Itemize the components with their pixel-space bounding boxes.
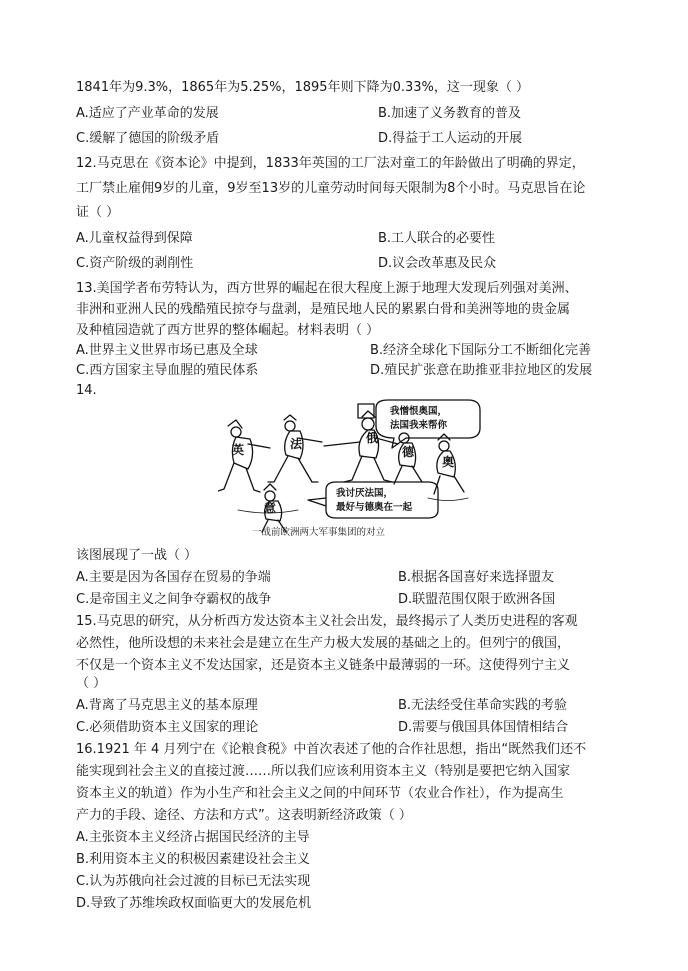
q13-line-3: 及种植园造就了西方世界的整体崛起。材料表明（ ） xyxy=(76,323,380,338)
q13-line-2: 非洲和亚洲人民的残酷殖民掠夺与盘剥，是殖民地人民的累累白骨和美洲等地的贵金属 xyxy=(76,302,571,317)
q12-line-2: 工厂禁止雇佣9岁的儿童，9岁至13岁的儿童劳动时间每天限制为8个小时。马克思旨在论 xyxy=(76,181,586,196)
q14-stem: 该图展现了一战（ ） xyxy=(76,548,198,563)
label-de: 德 xyxy=(402,445,415,459)
q15-option-c: C.必须借助资本主义国家的理论 xyxy=(76,720,259,735)
q16-option-d: D.导致了苏维埃政权面临更大的发展危机 xyxy=(76,896,312,911)
figure-caption: 一战前欧洲两大军事集团的对立 xyxy=(252,527,386,538)
q13-line-1: 13.美国学者布劳特认为，西方世界的崛起在很大程度上源于地理大发现后列强对美洲、 xyxy=(76,281,578,296)
bubble-bottom-line-2: 最好与德奥在一起 xyxy=(336,502,413,513)
q16-line-4: 产力的手段、途径、方法和方式”。这表明新经济政策（ ） xyxy=(76,808,412,823)
q11-option-d: D.得益于工人运动的开展 xyxy=(378,131,523,146)
q12-option-d: D.议会改革惠及民众 xyxy=(378,256,497,271)
label-e: 俄 xyxy=(366,431,379,445)
q11-stem: 1841年为9.3%，1865年为5.25%，1895年则下降为0.33%，这一现象（ ） xyxy=(76,80,530,95)
q15-line-2: 必然性，他所设想的未来社会是建立在生产力极大发展的基础之上的。但列宁的俄国， xyxy=(76,636,571,651)
q11-option-b: B.加速了义务教育的普及 xyxy=(378,106,522,121)
label-fa: 法 xyxy=(290,437,303,451)
bubble-top-line-2: 法国我来帮你 xyxy=(390,420,448,431)
bubble-top-line-1: 我憎恨奥国， xyxy=(390,406,448,417)
q12-line-3: 证（ ） xyxy=(76,205,120,220)
q15-line-1: 15.马克思的研究，从分析西方发达资本主义社会出发，最终揭示了人类历史进程的客观 xyxy=(76,614,578,629)
q16-line-2: 能实现到社会主义的直接过渡……所以我们应该利用资本主义（特别是要把它纳入国家 xyxy=(76,764,571,779)
label-ying: 英 xyxy=(232,443,245,457)
q16-option-c: C.认为苏俄向社会过渡的目标已无法实现 xyxy=(76,874,311,889)
q16-line-3: 资本主义的轨道）作为小生产和社会主义之间的中间环节（农业合作社），作为提高生 xyxy=(76,786,564,801)
label-ao: 奥 xyxy=(442,455,455,469)
q14-number: 14. xyxy=(76,383,97,398)
q16-option-a: A.主张资本主义经济占据国民经济的主导 xyxy=(76,830,310,845)
q13-option-c: C.西方国家主导血腥的殖民体系 xyxy=(76,363,259,378)
q12-option-c: C.资产阶级的剥削性 xyxy=(76,256,194,271)
q15-line-3: 不仅是一个资本主义不发达国家，还是资本主义链条中最薄弱的一环。这使得列宁主义 xyxy=(76,658,571,673)
bubble-bottom-line-1: 我讨厌法国， xyxy=(336,488,394,499)
q14-option-d: D.联盟范围仅限于欧洲各国 xyxy=(398,592,556,607)
q13-option-d: D.殖民扩张意在助推亚非拉地区的发展 xyxy=(370,363,593,378)
q13-option-a: A.世界主义世界市场已惠及全球 xyxy=(76,343,258,358)
q14-option-a: A.主要是因为各国存在贸易的争端 xyxy=(76,570,271,585)
cartoon-figure xyxy=(218,398,483,540)
label-yi: 意 xyxy=(264,501,277,515)
q11-option-a: A.适应了产业革命的发展 xyxy=(76,106,219,121)
q14-option-b: B.根据各国喜好来选择盟友 xyxy=(398,570,555,585)
q12-option-a: A.儿童权益得到保障 xyxy=(76,231,193,246)
q11-option-c: C.缓解了德国的阶级矛盾 xyxy=(76,131,220,146)
q13-option-b: B.经济全球化下国际分工不断细化完善 xyxy=(370,343,592,358)
q15-option-b: B.无法经受住革命实践的考验 xyxy=(398,698,568,713)
russia-figure xyxy=(324,404,398,482)
q16-option-b: B.利用资本主义的积极因素建设社会主义 xyxy=(76,852,311,867)
q15-option-d: D.需要与俄国具体国情相结合 xyxy=(398,720,569,735)
q12-line-1: 12.马克思在《资本论》中提到，1833年英国的工厂法对童工的年龄做出了明确的界定， xyxy=(76,156,585,171)
q14-option-c: C.是帝国主义之间争夺霸权的战争 xyxy=(76,592,272,607)
q15-option-a: A.背离了马克思主义的基本原理 xyxy=(76,698,258,713)
q15-line-4: （ ） xyxy=(76,676,107,691)
q12-option-b: B.工人联合的必要性 xyxy=(378,231,496,246)
q16-line-1: 16.1921 年 4 月列宁在《论粮食税》中首次表述了他的合作社思想，指出“既然我们还不 xyxy=(76,742,587,757)
